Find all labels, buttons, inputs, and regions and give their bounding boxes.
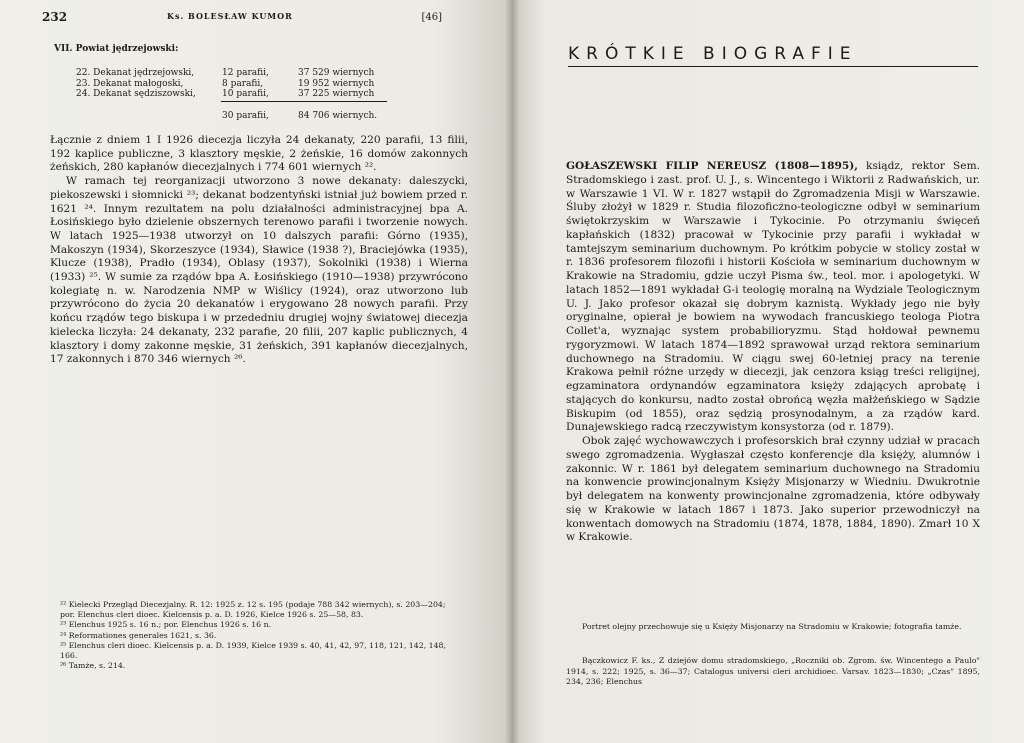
left-body-text (50, 134, 468, 367)
portrait-caption: Portret olejny przechowuje się u Księży Misjonarzy na Stradomiu w Krakowie; fotografia tamże. (582, 622, 962, 631)
biography-lead: GOŁASZEWSKI FILIP NEREUSZ (1808—1895), (566, 160, 858, 172)
paragraph (566, 160, 980, 435)
total-row (76, 111, 406, 122)
total-parishes: 30 parafii, (222, 111, 269, 121)
deanery-cell: 24. Dekanat sędziszowski, (76, 89, 196, 99)
deanery-cell: 23. Dekanat małogoski, (76, 78, 184, 89)
paragraph: Łącznie z dniem 1 I 1926 diecezja liczyła 24 dekanaty, 220 parafii, 13 filii, 192 kaplice publiczne, 3 klasztory męskie, 2 żeńskie, 16 domów zakonnych żeńskich, 280 kapłanów diecezjalnych i 774 601 wiernych ²². (50, 134, 468, 174)
heading-rule (568, 66, 978, 67)
table-row (76, 79, 406, 90)
faithful-cell: 37 225 wiernych (298, 89, 375, 99)
bracket-number: [46] (421, 12, 442, 23)
footnote: ²⁶ Tamże, s. 214. (60, 661, 126, 671)
page-number: 232 (42, 10, 68, 24)
total-faithful: 84 706 wiernych. (298, 111, 378, 121)
biography-text: ksiądz, rektor Sem. Stradomskiego i zast. prof. U. J., s. Wincentego i Wiktorii z Radwańskich, ur. w Warszawie 1 VI. W r. 1827 wstąpił do Zgromadzenia Misji w Warszawie. Śluby złożył w 1829 r. Studia filozoficzno-teologiczne odbył w seminarium świętokrzyskim w Warszawie i Tykocinie. Po otrzymaniu święceń kapłańskich (1832) pracował w Tykocinie przy parafii i wykładał w tamtejszym seminarium duchownym. Po krótkim pobycie w stolicy został w r. 1836 profesorem filozofii i historii Kościoła w seminarium duchownym w Krakowie na Stradomiu, gdzie uczył Pisma św., teol. mor. i apologetyki. W latach 1852—1891 wykładał G-i teologię moralną na Wydziale Teologicznym U. J. Jako profesor okazał się dobrym kaznistą. Wykłady jego nie były oryginalne, opierał je bowiem na wywodach francuskiego teologa Piotra Collet'a, wyznając system probabilioryzmu. Stąd hołdował pewnemu rygoryzmowi. W latach 1874—1892 sprawował urząd rektora seminarium duchownego na Stradomiu. W ciągu swej 60-letniej pracy na terenie Krakowa pełnił różne urzędy w diecezji, jak cenzora ksiąg treści religijnej, egzaminatora ordynandów egzaminatora księży zdających aprobatę i stających do konkursu, nadto został obrońcą węzła małżeńskiego w Sądzie Biskupim (od 1855), oraz sędzią prosynodalnym, a za rządów kard. Dunajewskiego radcą rzeczywistym konsystorza (od r. 1879). (566, 160, 980, 434)
table-row (76, 89, 406, 100)
footnote: ²⁵ Elenchus cleri dioec. Kielcensis p. a. D. 1939, Kielce 1939 s. 40, 41, 42, 97, 118, 121, 142, 148, 166. (60, 640, 446, 661)
running-title: Ks. BOLESŁAW KUMOR (167, 11, 293, 21)
sum-rule (221, 101, 387, 102)
table-row (76, 68, 406, 79)
faithful-cell: 37 529 wiernych (298, 68, 375, 78)
right-body-text (566, 160, 980, 545)
footnote: ²³ Elenchus 1925 s. 16 n.; por. Elenchus 1926 s. 16 n. (60, 620, 272, 630)
parishes-cell: 12 parafii, (222, 68, 269, 78)
deanery-cell: 22. Dekanat jędrzejowski, (76, 68, 195, 78)
footnote: ²⁴ Reformationes generales 1621, s. 36. (60, 630, 217, 640)
paragraph: Obok zajęć wychowawczych i profesorskich brał czynny udział w pracach swego zgromadzenia. Wygłaszał często konferencje dla księży, alumnów i zakonnic. W r. 1861 był delegatem seminarium duchownego na Stradomiu na konwencie prowincjonalnym Księży Misjonarzy w Wiedniu. Dwukrotnie był delegatem na konwenty prowincjonalne zgromadzenia, które odbywały się w Krakowie w latach 1867 i 1873. Jako superior przewodniczył na konwentach domowych na Stradomiu (1874, 1878, 1884, 1890). Zmarł 10 X w Krakowie. (566, 435, 980, 544)
parishes-cell: 8 parafii, (222, 78, 264, 89)
book-gutter (505, 0, 519, 743)
paragraph: W ramach tej reorganizacji utworzono 3 nowe dekanaty: daleszycki, piekoszewski i słomnicki ²³; dekanat bodzentyński istniał już bowiem przed r. 1621 ²⁴. Innym rezultatem na polu działalności administracyjnej bpa A. Łosińskiego było dzielenie obszernych terenowo parafii i tworzenie nowych. W latach 1925—1938 utworzył on 10 dalszych parafii: Górno (1935), Makoszyn (1934), Skorzeszyce (1934), Sławice (1938 ?), Braciejówka (1935), Klucze (1938), Pradło (1934), Oblasy (1937), Sokolniki (1938) i Wierna (1933) ²⁵. W sumie za rządów bpa A. Łosińskiego (1910—1938) przywrócono kolegiatę n. w. Narodzenia NMP w Wiślicy (1924), oraz utworzono lub przywrócono do życia 20 dekanatów i erygowano 28 nowych parafii. Przy końcu rządów tego biskupa i w przededniu drugiej wojny światowej diecezja kielecka liczyła: 24 dekanaty, 232 parafie, 20 filii, 207 kaplic publicznych, 4 klasztory i domy zakonne męskie, 31 żeńskich, 391 kapłanów diecezjalnych, 17 zakonnych i 870 346 wiernych ²⁶. (50, 175, 468, 366)
running-head (42, 10, 442, 26)
statistics-table (76, 68, 406, 121)
footnote: ²² Kielecki Przegląd Diecezjalny. R. 12: 1925 z. 12 s. 195 (podaje 788 342 wiernych), s. 203—204; por. Elenchus cleri dioec. Kielcensis p. a. D. 1926, Kielce 1926 s. 25—58, 83. (60, 600, 446, 620)
parishes-cell: 10 parafii, (222, 89, 269, 99)
footnotes (60, 600, 460, 671)
faithful-cell: 19 952 wiernych (298, 78, 375, 89)
section-title: VII. Powiat jędrzejowski: (54, 44, 179, 54)
section-heading: KRÓTKIE BIOGRAFIE (568, 44, 858, 64)
bibliography: Bączkowicz F. ks., Z dziejów domu stradomskiego, „Roczniki ob. Zgrom. św. Wincentego a Paulo" 1914, s. 222; 1925, s. 36—37; Catalogus universi cleri archidioec. Varsav. 1823—1830; „Czas" 1895, 234, 236; Elenchus (566, 656, 980, 686)
